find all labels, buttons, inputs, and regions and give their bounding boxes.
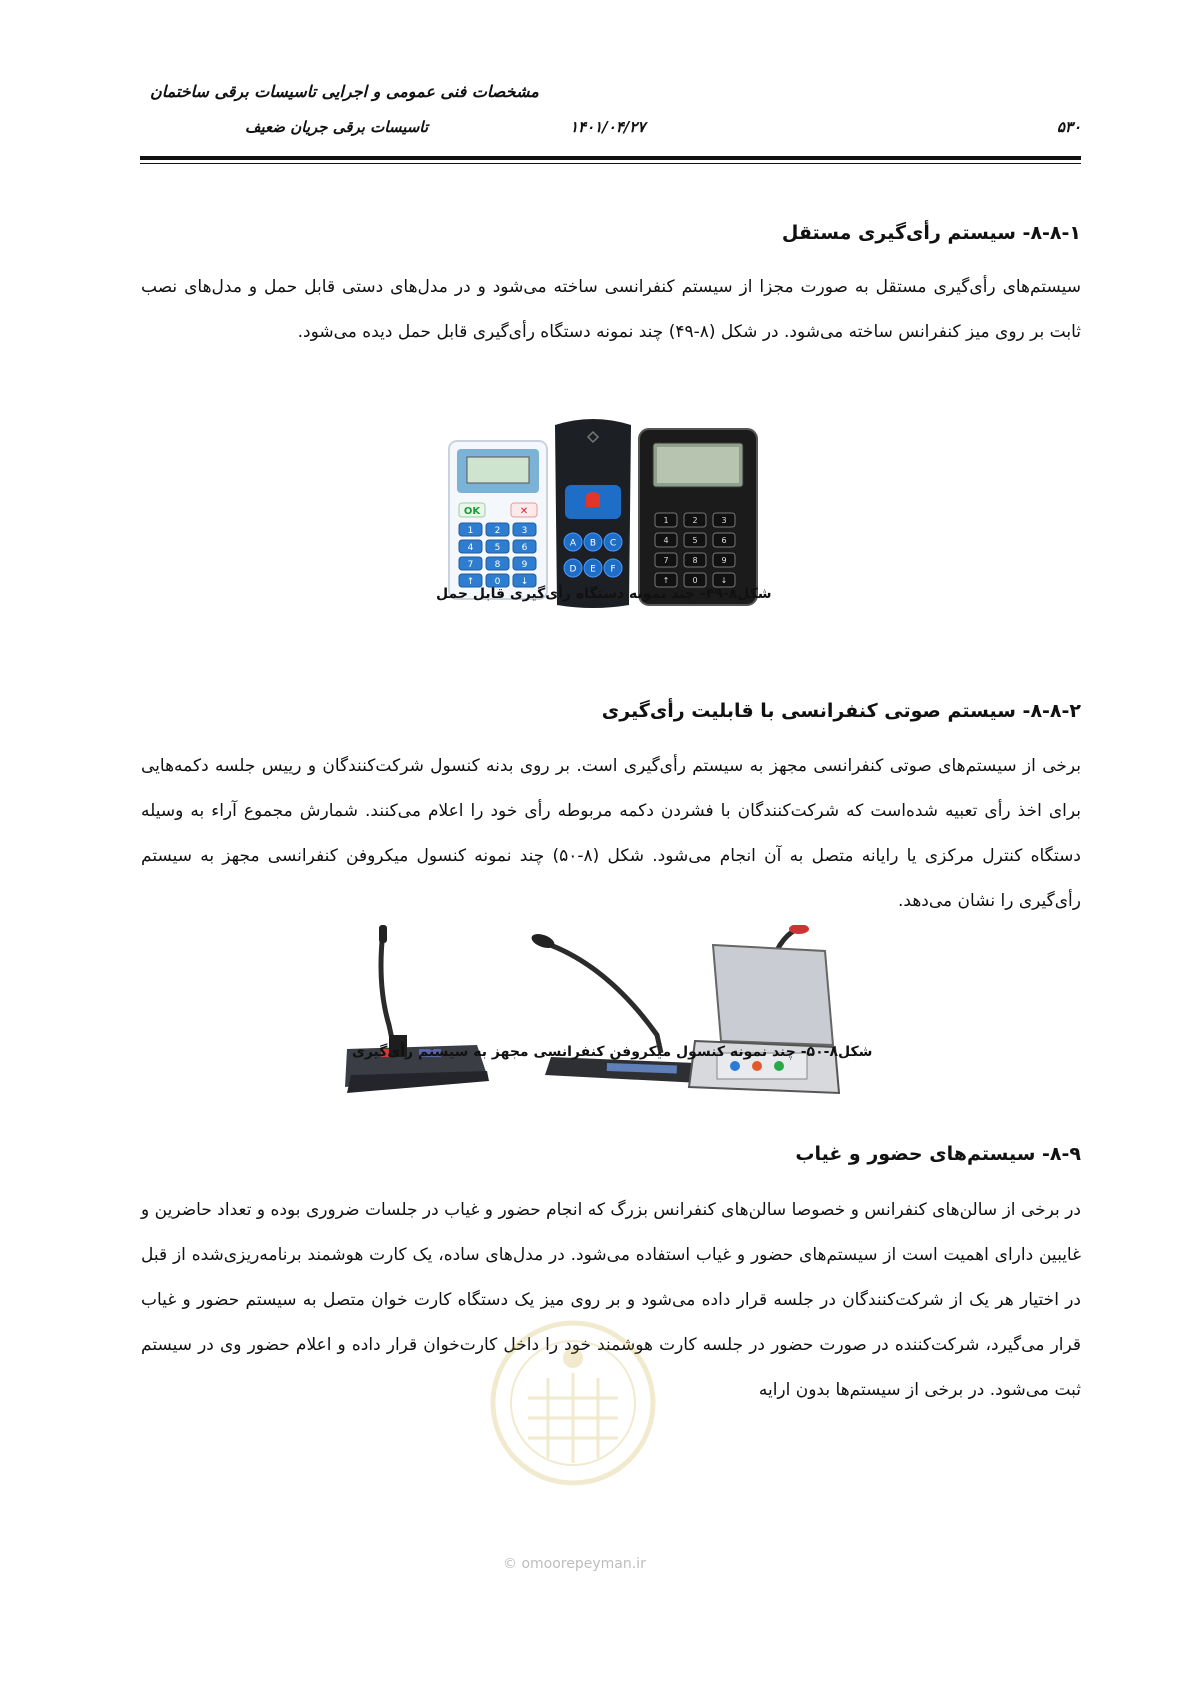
- document-title: مشخصات فنی عمومی و اجرایی تاسیسات برقی ساختمان: [150, 82, 539, 101]
- microphone-console-right: [689, 925, 839, 1093]
- device-key-label: C: [609, 538, 617, 549]
- ok-key-label: OK: [463, 506, 481, 517]
- chapter-subtitle: تاسیسات برقی جریان ضعیف: [245, 118, 429, 136]
- device-key-label: 6: [721, 536, 727, 546]
- device-key-label: 4: [663, 536, 669, 546]
- svg-text:✕: ✕: [519, 506, 529, 517]
- figure-8-50-microphone-consoles: [337, 925, 897, 1105]
- white-voting-keypad: [449, 441, 547, 599]
- black-voting-remote: [555, 419, 631, 608]
- device-key-label: 0: [494, 576, 501, 587]
- device-key-label: 1: [467, 525, 474, 536]
- device-key-label: B: [589, 538, 597, 549]
- device-key-label: ↑: [662, 576, 670, 586]
- device-key-label: 5: [494, 542, 501, 553]
- device-key-label: 0: [692, 576, 698, 586]
- device-key-label: 2: [494, 525, 501, 536]
- microphone-console-left: [345, 925, 489, 1093]
- watermark-seal: [488, 1318, 658, 1488]
- watermark-text: [503, 1556, 646, 1572]
- device-key-label: A: [569, 538, 577, 549]
- header-rule-thick: [140, 156, 1081, 160]
- section-paragraph-8-8-1: سیستم‌های رأی‌گیری مستقل به صورت مجزا از سیستم کنفرانسی ساخته می‌شود و در مدل‌های دستی قابل حمل و مدل‌های نصب ثابت بر روی میز کنفرانس ساخته می‌شود. در شکل (۸-۴۹) چند نمونه دستگاه رأی‌گیری قابل حمل دیده می‌شود.: [141, 277, 1081, 342]
- black-voting-keypad: [639, 429, 757, 605]
- device-key-label: 9: [521, 559, 528, 570]
- section-heading-8-9: ۸-۹- سیستم‌های حضور و غیاب: [795, 1143, 1081, 1165]
- device-key-label: 7: [663, 556, 669, 566]
- device-key-label: 3: [721, 516, 727, 526]
- page-number: ۵۳۰: [1056, 118, 1081, 136]
- copyright-icon: ©: [503, 1556, 517, 1572]
- device-key-label: 3: [521, 525, 528, 536]
- device-key-label: ↓: [520, 576, 529, 587]
- device-key-label: 4: [467, 542, 474, 553]
- document-date: ۱۴۰۱/۰۴/۲۷: [570, 118, 646, 136]
- device-key-label: 7: [467, 559, 474, 570]
- figure-8-49-voting-devices: [443, 415, 763, 611]
- watermark-site: omoorepeyman.ir: [521, 1556, 646, 1572]
- section-heading-8-8-1: ۸-۸-۱- سیستم رأی‌گیری مستقل: [781, 222, 1081, 244]
- device-key-label: 1: [663, 516, 669, 526]
- figure-8-49-caption: شکل۸-۴۹- چند نمونه دستگاه رأی‌گیری قابل حمل: [436, 586, 772, 602]
- device-key-label: E: [590, 564, 596, 575]
- device-key-label: F: [610, 564, 616, 575]
- section-heading-8-8-2: ۸-۸-۲- سیستم صوتی کنفرانسی با قابلیت رأی‌گیری: [601, 700, 1081, 722]
- device-key-label: 6: [521, 542, 528, 553]
- device-key-label: ↑: [466, 576, 475, 587]
- figure-8-50-caption: شکل۸-۵۰- چند نمونه کنسول میکروفن کنفرانسی مجهز به سیستم رأی‌گیری: [352, 1044, 873, 1060]
- device-key-label: 8: [494, 559, 501, 570]
- header-rule-thin: [140, 163, 1081, 164]
- section-paragraph-8-8-2: برخی از سیستم‌های صوتی کنفرانسی مجهز به سیستم رأی‌گیری است. بر روی بدنه کنسول شرکت‌کنندگان و رییس جلسه دکمه‌هایی برای اخذ رأی تعبیه شده‌است که شرکت‌کنندگان با فشردن دکمه مربوطه رأی خود را اعلام می‌کنند. شمارش مجموع آراء به وسیله دستگاه کنترل مرکزی یا رایانه متصل به آن انجام می‌شود. شکل (۸-۵۰) چند نمونه کنسول میکروفن کنفرانسی مجهز به سیستم رأی‌گیری را نشان می‌دهد.: [141, 756, 1081, 911]
- device-key-label: 2: [692, 516, 698, 526]
- device-key-label: 8: [692, 556, 698, 566]
- device-key-label: 9: [721, 556, 727, 566]
- device-key-label: 5: [692, 536, 698, 546]
- device-key-label: D: [569, 564, 577, 575]
- section-paragraph-8-9: در برخی از سالن‌های کنفرانس و خصوصا سالن‌های کنفرانس بزرگ که انجام حضور و غیاب در جلسات ضروری بوده و تعداد حاضرین و غایبین دارای اهمیت است از سیستم‌های حضور و غیاب استفاده می‌شود. در مدل‌های ساده، یک کارت هوشمند برنامه‌ریزی‌شده از قبل در اختیار هر یک از شرکت‌کنندگان در جلسه قرار داده می‌شود و بر روی میز یک دستگاه کارت خوان متصل به سیستم حضور و غیاب قرار می‌گیرد، شرکت‌کننده در صورت حضور در جلسه کارت هوشمند خود را داخل کارت‌خوان قرار داده و اعلام حضور وی در سیستم ثبت می‌شود. در برخی از سیستم‌ها بدون ارایه: [141, 1200, 1081, 1400]
- device-key-label: ↓: [720, 576, 728, 586]
